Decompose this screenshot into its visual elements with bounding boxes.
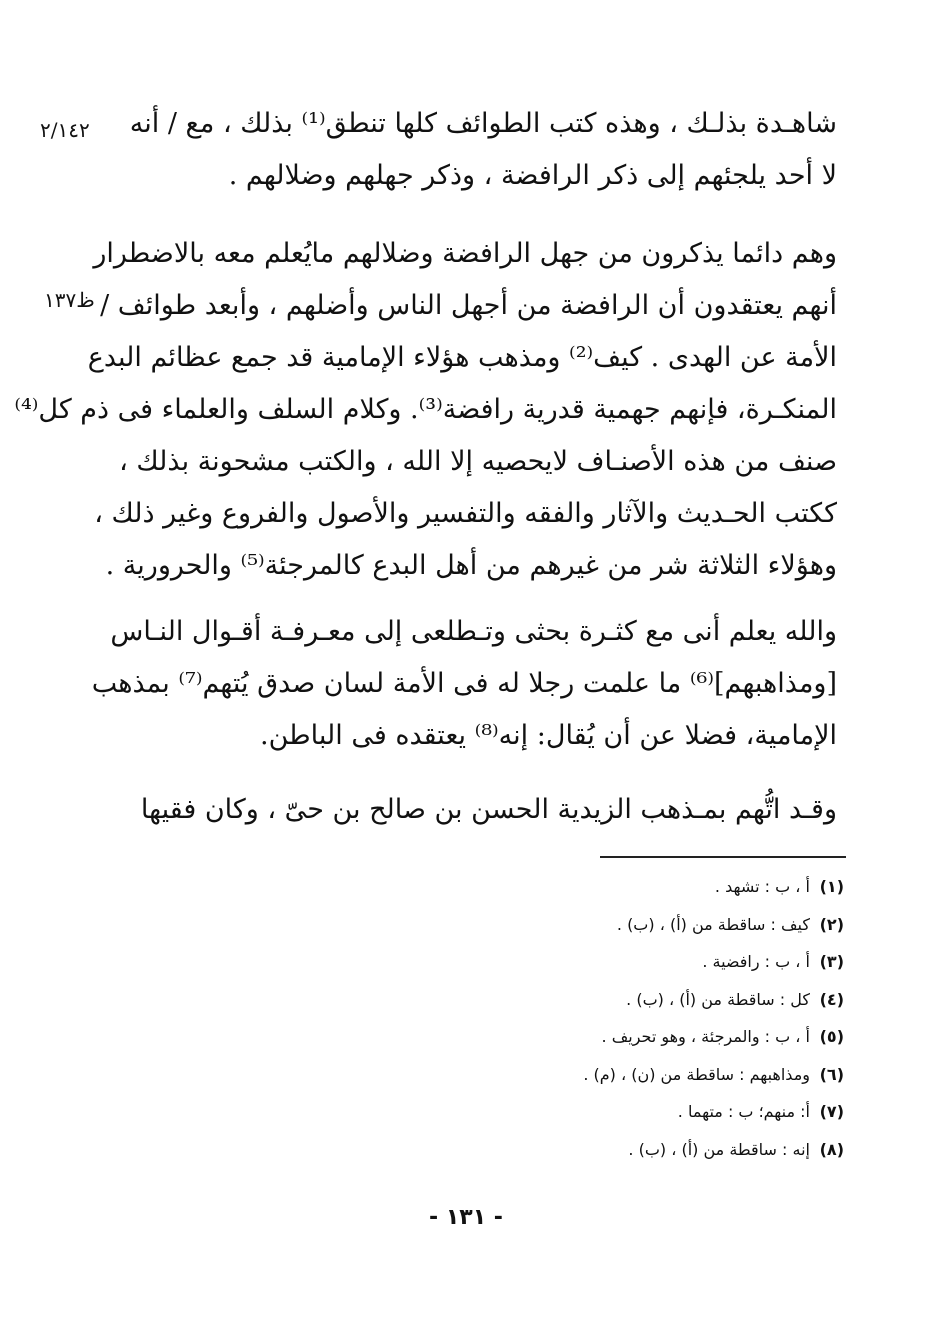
footnote: [324, 981, 844, 1019]
text-line: [ومذاهبهم]⁽⁶⁾ ما علمت رجلا له فى الأمة لسان صدق يُتهم⁽⁷⁾ بمذهب: [91, 668, 837, 699]
footnote-divider: [600, 856, 846, 858]
footnote-number: (٥): [819, 1027, 844, 1046]
margin-note-manuscript-folio: ظ١٣٧: [44, 288, 95, 312]
footnote: [324, 1093, 844, 1131]
footnote: [324, 943, 844, 981]
footnote-text: كل : ساقطة من (أ) ، (ب) .: [626, 989, 810, 1009]
footnote-text: كيف : ساقطة من (أ) ، (ب) .: [616, 914, 810, 934]
margin-note-volume-page: ٢/١٤٢: [40, 118, 90, 142]
text-line: أنهم يعتقدون أن الرافضة من أجهل الناس وأضلهم ، وأبعد طوائف /: [100, 290, 837, 321]
paragraph-3: [91, 606, 837, 762]
text-line: وهم دائما يذكرون من جهل الرافضة وضلالهم مايُعلم معه بالاضطرار: [93, 238, 837, 269]
text-line: والله يعلم أنى مع كثـرة بحثى وتـطلعى إلى معـرفـة أقـوال النـاس: [110, 616, 837, 647]
footnote-number: (٧): [819, 1102, 844, 1121]
footnote: [324, 1056, 844, 1094]
text-line: لا أحد يلجئهم إلى ذكر الرافضة ، وذكر جهلهم وضلالهم .: [228, 160, 837, 191]
footnote-number: (٢): [819, 914, 844, 934]
page-number: - ١٣١ -: [429, 1205, 503, 1230]
text-line: وقـد اتُّهم بمـذهب الزيدية الحسن بن صالح بن حىّ ، وكان فقيها: [140, 794, 837, 825]
paragraph-1: [129, 98, 837, 202]
footnote-number: (٤): [819, 989, 844, 1009]
footnote: [324, 906, 844, 944]
footnote-number: (٣): [819, 952, 844, 971]
footnote-text: ومذاهبهم : ساقطة من (ن) ، (م) .: [583, 1064, 810, 1084]
text-line: الأمة عن الهدى . كيف⁽²⁾ ومذهب هؤلاء الإمامية قد جمع عظائم البدع: [87, 342, 837, 373]
footnote: [324, 1131, 844, 1169]
footnote: [324, 868, 844, 906]
footnote-number: (١): [819, 877, 844, 896]
footnote-text: أ: منهم؛ ب : متهما .: [677, 1102, 810, 1121]
footnote-number: (٨): [819, 1139, 844, 1159]
text-line: المنكـرة، فإنهم جهمية قدرية رافضة⁽³⁾. وكلام السلف والعلماء فى ذم كل⁽⁴⁾: [14, 394, 837, 425]
text-line: شاهـدة بذلـك ، وهذه كتب الطوائف كلها تنطق⁽¹⁾ بذلك ، مع / أنه: [129, 108, 837, 139]
footnote-number: (٦): [819, 1064, 844, 1084]
footnote-text: إنه : ساقطة من (أ) ، (ب) .: [628, 1139, 810, 1159]
footnotes: [324, 868, 844, 1168]
footnote-text: أ ، ب : تشهد .: [714, 877, 810, 896]
text-line: الإمامية، فضلا عن أن يُقال: إنه⁽⁸⁾ يعتقده فى الباطن.: [260, 720, 837, 751]
text-line: صنف من هذه الأصنـاف لايحصيه إلا الله ، والكتب مشحونة بذلك ،: [119, 446, 837, 477]
text-line: ككتب الحـديث والآثار والفقه والتفسير والأصول والفروع وغير ذلك ،: [94, 498, 837, 529]
footnote-text: أ ، ب : والمرجئة ، وهو تحريف .: [601, 1027, 810, 1046]
text-line: وهؤلاء الثلاثة شر من غيرهم من أهل البدع كالمرجئة⁽⁵⁾ والحرورية .: [105, 550, 837, 581]
footnote: [324, 1018, 844, 1056]
paragraph-4: [140, 784, 837, 836]
footnote-text: أ ، ب : رافضية .: [702, 952, 810, 971]
